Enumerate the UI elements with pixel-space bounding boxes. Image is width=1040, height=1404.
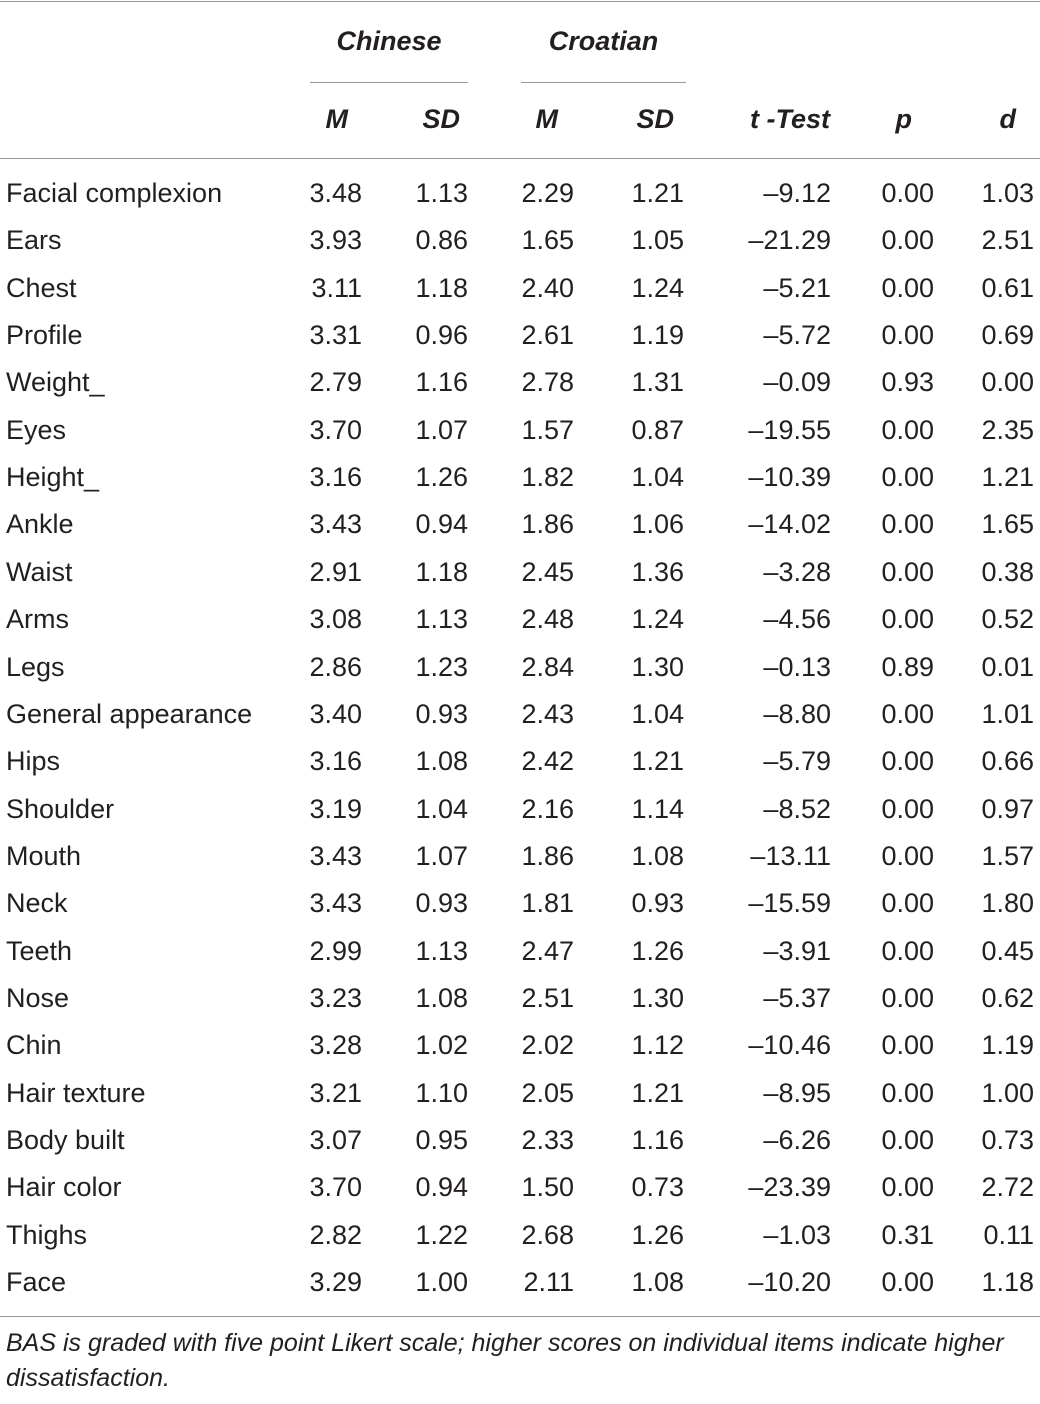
chinese-sd-cell: 1.08: [415, 982, 468, 1013]
column-header-croatian-sd: SD: [636, 104, 674, 134]
effect-size-cell: 2.35: [981, 414, 1034, 445]
row-label: General appearance: [6, 698, 253, 729]
row-label: Height_: [6, 462, 100, 493]
t-test-cell: –0.09: [763, 367, 831, 398]
effect-size-cell: 2.72: [981, 1172, 1034, 1203]
row-label: Waist: [6, 556, 73, 587]
chinese-sd-cell: 1.10: [415, 1077, 468, 1108]
croatian-m-cell: 1.82: [521, 462, 574, 493]
p-value-cell: 0.00: [881, 178, 934, 208]
row-label: Face: [6, 1267, 67, 1298]
row-label: Nose: [6, 982, 70, 1013]
p-value-cell: 0.00: [881, 746, 934, 777]
t-test-cell: –6.26: [763, 1125, 831, 1155]
chinese-sd-cell: 1.04: [415, 793, 468, 824]
table-row: [0, 1117, 1040, 1164]
effect-size-cell: 1.80: [981, 888, 1034, 919]
croatian-m-cell: 2.05: [521, 1077, 574, 1108]
effect-size-cell: 1.57: [981, 840, 1034, 871]
croatian-sd-cell: 1.21: [631, 1077, 684, 1108]
chinese-sd-cell: 0.93: [415, 888, 468, 919]
p-value-cell: 0.00: [881, 604, 934, 635]
effect-size-cell: 1.01: [981, 698, 1034, 729]
chinese-sd-cell: 0.95: [415, 1125, 468, 1155]
croatian-m-cell: 2.84: [521, 651, 574, 682]
table-row: [0, 928, 1040, 975]
chinese-sd-cell: 1.23: [415, 651, 468, 682]
p-value-cell: 0.00: [881, 509, 934, 540]
chinese-m-cell: 3.11: [311, 272, 362, 303]
croatian-sd-cell: 1.19: [631, 320, 684, 351]
croatian-sd-cell: 1.08: [631, 1267, 684, 1298]
p-value-cell: 0.00: [881, 840, 934, 871]
effect-size-cell: 0.61: [981, 272, 1034, 303]
table-row: [0, 549, 1040, 596]
croatian-m-cell: 1.86: [521, 509, 574, 540]
table-row: [0, 691, 1040, 738]
chinese-m-cell: 3.19: [309, 793, 362, 824]
chinese-sd-cell: 0.96: [415, 320, 468, 351]
croatian-m-cell: 1.50: [521, 1172, 574, 1203]
group-header-croatian: Croatian: [548, 26, 659, 56]
p-value-cell: 0.00: [881, 462, 934, 493]
chinese-sd-cell: 1.16: [415, 367, 468, 398]
chinese-sd-cell: 1.13: [415, 604, 468, 635]
row-label: Neck: [6, 888, 68, 919]
chinese-sd-cell: 1.26: [415, 462, 468, 493]
chinese-sd-cell: 1.18: [415, 272, 468, 303]
t-test-cell: –3.91: [763, 935, 831, 966]
p-value-cell: 0.00: [881, 1125, 934, 1155]
effect-size-cell: 0.45: [981, 935, 1034, 966]
row-label: Facial complexion: [6, 178, 223, 208]
effect-size-cell: 0.73: [981, 1125, 1034, 1155]
chinese-m-cell: 3.70: [309, 1172, 362, 1203]
croatian-m-cell: 1.81: [521, 888, 574, 919]
p-value-cell: 0.00: [881, 1267, 934, 1298]
table-row: [0, 1164, 1040, 1211]
effect-size-cell: 1.65: [981, 509, 1034, 540]
chinese-sd-cell: 1.02: [415, 1030, 468, 1061]
effect-size-cell: 1.18: [981, 1267, 1034, 1298]
chinese-m-cell: 3.23: [309, 982, 362, 1013]
column-header-p: p: [895, 104, 912, 134]
table-row: [0, 501, 1040, 548]
effect-size-cell: 0.97: [981, 793, 1034, 824]
p-value-cell: 0.89: [881, 651, 934, 682]
croatian-m-cell: 2.02: [521, 1030, 574, 1061]
p-value-cell: 0.00: [881, 1077, 934, 1108]
croatian-sd-cell: 1.16: [631, 1125, 684, 1155]
croatian-sd-cell: 1.21: [631, 178, 684, 208]
group-header-chinese: Chinese: [336, 26, 442, 56]
row-label: Arms: [6, 604, 69, 635]
t-test-cell: –8.80: [763, 698, 831, 729]
p-value-cell: 0.31: [881, 1219, 934, 1250]
croatian-m-cell: 2.45: [521, 556, 574, 587]
effect-size-cell: 0.00: [981, 367, 1034, 398]
table-top-rule: [0, 1, 1040, 2]
croatian-m-cell: 2.51: [521, 982, 574, 1013]
t-test-cell: –5.37: [763, 982, 831, 1013]
row-label: Teeth: [6, 935, 73, 966]
croatian-sd-cell: 1.30: [631, 651, 684, 682]
table-row: [0, 312, 1040, 359]
column-header-d: d: [999, 104, 1016, 134]
croatian-m-cell: 1.57: [521, 414, 574, 445]
table-row: [0, 217, 1040, 264]
effect-size-cell: 2.51: [981, 225, 1034, 256]
group-underline-croatian: [521, 82, 686, 83]
table-row: [0, 359, 1040, 406]
t-test-cell: –10.20: [748, 1267, 831, 1298]
t-test-cell: –15.59: [748, 888, 831, 919]
t-test-cell: –23.39: [748, 1172, 831, 1203]
croatian-m-cell: 2.40: [521, 272, 574, 303]
croatian-sd-cell: 1.05: [631, 225, 684, 256]
chinese-sd-cell: 1.08: [415, 746, 468, 777]
row-label: Chin: [6, 1030, 62, 1061]
header-bottom-rule: [0, 158, 1040, 159]
croatian-sd-cell: 0.93: [631, 888, 684, 919]
column-header-t-test: t -Test: [750, 104, 830, 134]
chinese-sd-cell: 1.07: [415, 840, 468, 871]
chinese-m-cell: 3.07: [309, 1125, 362, 1155]
croatian-sd-cell: 1.21: [631, 746, 684, 777]
croatian-m-cell: 2.61: [521, 320, 574, 351]
chinese-sd-cell: 1.18: [415, 556, 468, 587]
effect-size-cell: 0.11: [983, 1219, 1034, 1250]
p-value-cell: 0.00: [881, 793, 934, 824]
table-row: [0, 1259, 1040, 1306]
table-row: [0, 880, 1040, 927]
chinese-m-cell: 3.21: [309, 1077, 362, 1108]
p-value-cell: 0.00: [881, 225, 934, 256]
croatian-sd-cell: 1.24: [631, 272, 684, 303]
row-label: Thighs: [6, 1219, 88, 1250]
chinese-m-cell: 2.91: [309, 556, 362, 587]
croatian-sd-cell: 1.24: [631, 604, 684, 635]
row-label: Chest: [6, 272, 77, 303]
row-label: Weight_: [6, 367, 105, 398]
effect-size-cell: 0.62: [981, 982, 1034, 1013]
t-test-cell: –4.56: [763, 604, 831, 635]
chinese-m-cell: 3.16: [309, 746, 362, 777]
row-label: Hair texture: [6, 1077, 146, 1108]
effect-size-cell: 0.52: [981, 604, 1034, 635]
row-label: Hips: [6, 746, 61, 777]
p-value-cell: 0.00: [881, 1030, 934, 1061]
croatian-m-cell: 1.65: [521, 225, 574, 256]
croatian-sd-cell: 1.31: [631, 367, 684, 398]
row-label: Ears: [6, 225, 62, 256]
table-row: [0, 1212, 1040, 1259]
croatian-m-cell: 2.16: [521, 793, 574, 824]
chinese-m-cell: 3.29: [309, 1267, 362, 1298]
chinese-sd-cell: 0.93: [415, 698, 468, 729]
croatian-m-cell: 2.29: [521, 178, 574, 208]
chinese-m-cell: 3.28: [309, 1030, 362, 1061]
column-header-croatian-m: M: [535, 104, 558, 134]
row-label: Profile: [6, 320, 83, 351]
chinese-m-cell: 2.79: [309, 367, 362, 398]
p-value-cell: 0.00: [881, 556, 934, 587]
effect-size-cell: 1.21: [981, 462, 1034, 493]
t-test-cell: –5.79: [763, 746, 831, 777]
chinese-sd-cell: 1.22: [415, 1219, 468, 1250]
group-underline-chinese: [310, 82, 468, 83]
chinese-sd-cell: 1.13: [415, 178, 468, 208]
chinese-sd-cell: 1.13: [415, 935, 468, 966]
table-footnote: BAS is graded with five point Likert scale; higher scores on individual items indicate higher dissatisfaction.: [6, 1329, 1004, 1392]
chinese-m-cell: 2.82: [309, 1219, 362, 1250]
row-label: Eyes: [6, 414, 67, 445]
p-value-cell: 0.00: [881, 935, 934, 966]
row-label: Shoulder: [6, 793, 115, 824]
croatian-sd-cell: 1.12: [631, 1030, 684, 1061]
chinese-m-cell: 2.86: [309, 651, 362, 682]
table-row: [0, 644, 1040, 691]
chinese-sd-cell: 0.86: [415, 225, 468, 256]
chinese-m-cell: 2.99: [309, 935, 362, 966]
row-label: Ankle: [6, 509, 74, 540]
croatian-sd-cell: 0.73: [631, 1172, 684, 1203]
chinese-sd-cell: 0.94: [415, 509, 468, 540]
croatian-m-cell: 2.68: [521, 1219, 574, 1250]
croatian-m-cell: 2.33: [521, 1125, 574, 1155]
table-row: [0, 170, 1040, 217]
t-test-cell: –8.95: [763, 1077, 831, 1108]
t-test-cell: –8.52: [763, 793, 831, 824]
effect-size-cell: 0.01: [981, 651, 1034, 682]
croatian-sd-cell: 1.04: [631, 698, 684, 729]
table-row: [0, 265, 1040, 312]
chinese-m-cell: 3.48: [309, 178, 362, 208]
croatian-m-cell: 2.42: [521, 746, 574, 777]
t-test-cell: –13.11: [750, 840, 831, 871]
table-row: [0, 738, 1040, 785]
t-test-cell: –0.13: [763, 651, 831, 682]
table-row: [0, 786, 1040, 833]
t-test-cell: –19.55: [748, 414, 831, 445]
croatian-sd-cell: 1.08: [631, 840, 684, 871]
p-value-cell: 0.00: [881, 982, 934, 1013]
croatian-sd-cell: 1.26: [631, 1219, 684, 1250]
croatian-sd-cell: 1.36: [631, 556, 684, 587]
t-test-cell: –5.21: [763, 272, 831, 303]
row-label: Legs: [6, 651, 65, 682]
effect-size-cell: 1.00: [981, 1077, 1034, 1108]
chinese-m-cell: 3.70: [309, 414, 362, 445]
p-value-cell: 0.00: [881, 888, 934, 919]
row-label: Body built: [6, 1125, 125, 1155]
croatian-sd-cell: 1.14: [631, 793, 684, 824]
chinese-m-cell: 3.40: [309, 698, 362, 729]
t-test-cell: –21.29: [748, 225, 831, 256]
effect-size-cell: 0.69: [981, 320, 1034, 351]
p-value-cell: 0.00: [881, 320, 934, 351]
t-test-cell: –14.02: [748, 509, 831, 540]
t-test-cell: –1.03: [763, 1219, 831, 1250]
table-row: [0, 407, 1040, 454]
column-header-chinese-sd: SD: [422, 104, 460, 134]
table-bottom-rule: [0, 1316, 1040, 1317]
croatian-sd-cell: 1.06: [631, 509, 684, 540]
table-row: [0, 975, 1040, 1022]
t-test-cell: –10.39: [748, 462, 831, 493]
p-value-cell: 0.00: [881, 272, 934, 303]
p-value-cell: 0.93: [881, 367, 934, 398]
p-value-cell: 0.00: [881, 414, 934, 445]
table-row: [0, 596, 1040, 643]
p-value-cell: 0.00: [881, 1172, 934, 1203]
croatian-m-cell: 2.78: [521, 367, 574, 398]
t-test-cell: –5.72: [763, 320, 831, 351]
chinese-m-cell: 3.08: [309, 604, 362, 635]
chinese-m-cell: 3.43: [309, 840, 362, 871]
croatian-sd-cell: 0.87: [631, 414, 684, 445]
chinese-sd-cell: 1.00: [415, 1267, 468, 1298]
croatian-m-cell: 2.48: [521, 604, 574, 635]
chinese-m-cell: 3.31: [309, 320, 362, 351]
croatian-m-cell: 1.86: [521, 840, 574, 871]
chinese-m-cell: 3.16: [309, 462, 362, 493]
effect-size-cell: 0.66: [981, 746, 1034, 777]
effect-size-cell: 1.19: [981, 1030, 1034, 1061]
chinese-m-cell: 3.43: [309, 509, 362, 540]
croatian-sd-cell: 1.26: [631, 935, 684, 966]
chinese-m-cell: 3.93: [309, 225, 362, 256]
chinese-sd-cell: 0.94: [415, 1172, 468, 1203]
table-row: [0, 833, 1040, 880]
t-test-cell: –9.12: [763, 178, 831, 208]
croatian-sd-cell: 1.30: [631, 982, 684, 1013]
croatian-m-cell: 2.43: [521, 698, 574, 729]
chinese-sd-cell: 1.07: [415, 414, 468, 445]
effect-size-cell: 0.38: [981, 556, 1034, 587]
p-value-cell: 0.00: [881, 698, 934, 729]
chinese-m-cell: 3.43: [309, 888, 362, 919]
table-row: [0, 1022, 1040, 1069]
t-test-cell: –10.46: [748, 1030, 831, 1061]
table-row: [0, 1070, 1040, 1117]
croatian-sd-cell: 1.04: [631, 462, 684, 493]
row-label: Mouth: [6, 840, 82, 871]
table-row: [0, 454, 1040, 501]
column-header-chinese-m: M: [325, 104, 348, 134]
row-label: Hair color: [6, 1172, 122, 1203]
t-test-cell: –3.28: [763, 556, 831, 587]
croatian-m-cell: 2.11: [523, 1267, 574, 1298]
effect-size-cell: 1.03: [981, 178, 1034, 208]
croatian-m-cell: 2.47: [521, 935, 574, 966]
